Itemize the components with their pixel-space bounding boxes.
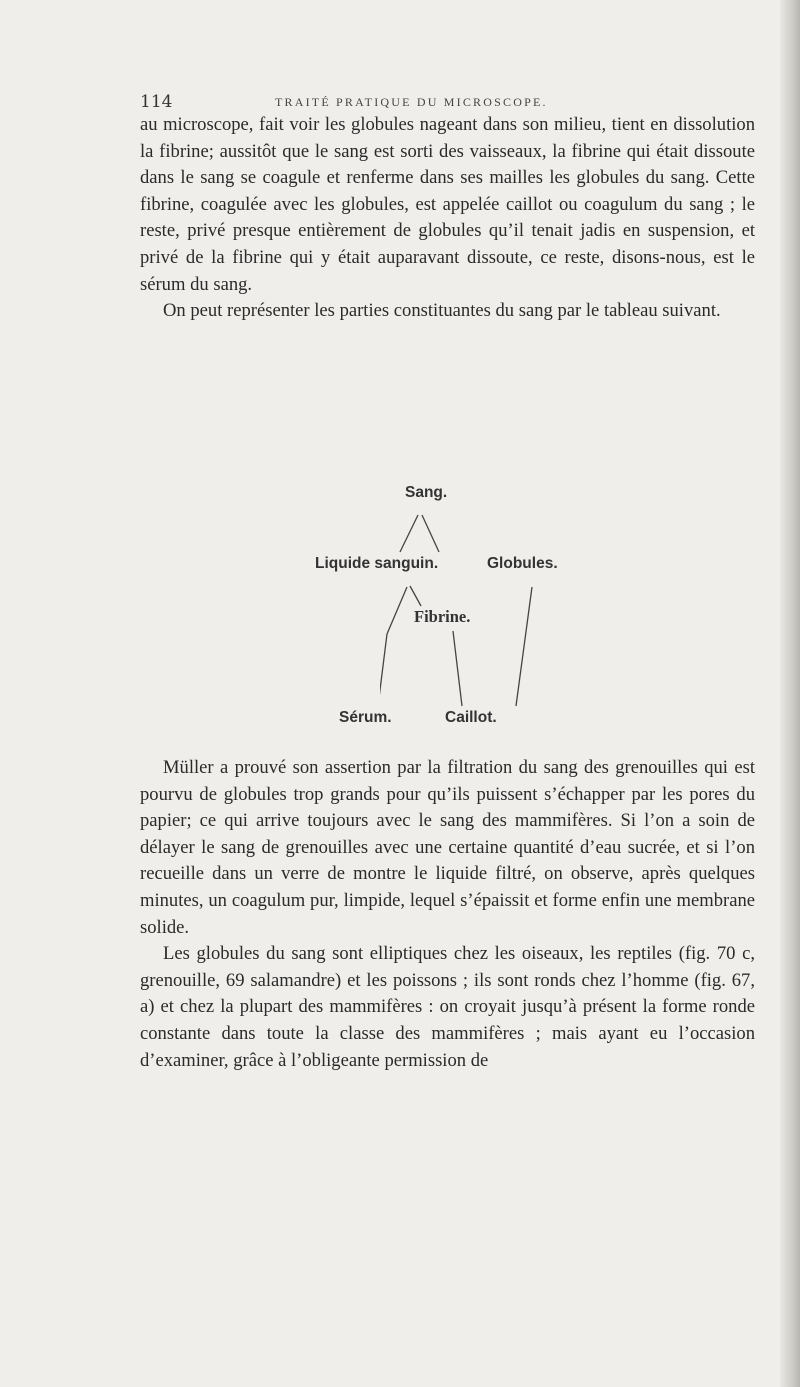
diagram-label-globules: Globules. [487, 555, 558, 572]
diagram-line [516, 587, 532, 706]
paragraph: On peut représenter les parties constituantes du sang par le tableau suivant. [163, 300, 721, 322]
diagram-line [422, 515, 439, 552]
page-number: 114 [140, 92, 173, 112]
diagram-label-sang: Sang. [405, 484, 448, 501]
running-title: TRAITÉ PRATIQUE DU MICROSCOPE. [275, 95, 548, 109]
body-text-top [140, 112, 755, 325]
diagram-label-serum: Sérum. [339, 709, 392, 726]
diagram-line [400, 515, 418, 552]
diagram-line [410, 586, 421, 606]
body-text-bottom [140, 755, 755, 1074]
diagram-line [380, 634, 387, 706]
diagram-label-caillot: Caillot. [445, 709, 497, 726]
diagram-label-liquide-sanguin: Liquide sanguin. [315, 555, 439, 572]
page-header [140, 92, 660, 114]
diagram-label-fibrine: Fibrine. [414, 607, 471, 626]
page-edge-shadow [780, 0, 800, 1387]
paragraph: Müller a prouvé son assertion par la filtration du sang des grenouilles qui est pourvu de globules trop grands pour qu’ils puissent s’échapper par les pores du papier; ce qui arrive toujours avec le sang des mammifères. Si l’on a soin de délayer le sang de grenouilles avec une certaine quantité d’eau sucrée, et si l’on recueille dans un verre de montre le liquide filtré, on observe, après quelques minutes, un coagulum pur, limpide, lequel s’épaissit et forme enfin une membrane solide. [140, 757, 755, 938]
diagram-line [453, 631, 462, 706]
diagram-line [387, 587, 407, 634]
blood-components-diagram [315, 484, 640, 739]
paragraph: au microscope, fait voir les globules nageant dans son milieu, tient en dissolution la fibrine; aussitôt que le sang est sorti des vaisseaux, la fibrine qui était dissoute dans le sang se coagule et renferme dans ses mailles les globules du sang. Cette fibrine, coagulée avec les globules, est appelée caillot ou coagulum du sang ; le reste, privé presque entièrement de globules qu’il tenait jadis en suspension, et privé de la fibrine qui y était auparavant dissoute, ce reste, disons-nous, est le sérum du sang. [140, 114, 755, 295]
paragraph: Les globules du sang sont elliptiques chez les oiseaux, les reptiles (fig. 70 c, grenouille, 69 salamandre) et les poissons ; ils sont ronds chez l’homme (fig. 67, a) et chez la plupart des mammifères : on croyait jusqu’à présent la forme ronde constante dans toute la classe des mammifères ; mais ayant eu l’occasion d’examiner, grâce à l’obligeante permission de [140, 943, 755, 1071]
